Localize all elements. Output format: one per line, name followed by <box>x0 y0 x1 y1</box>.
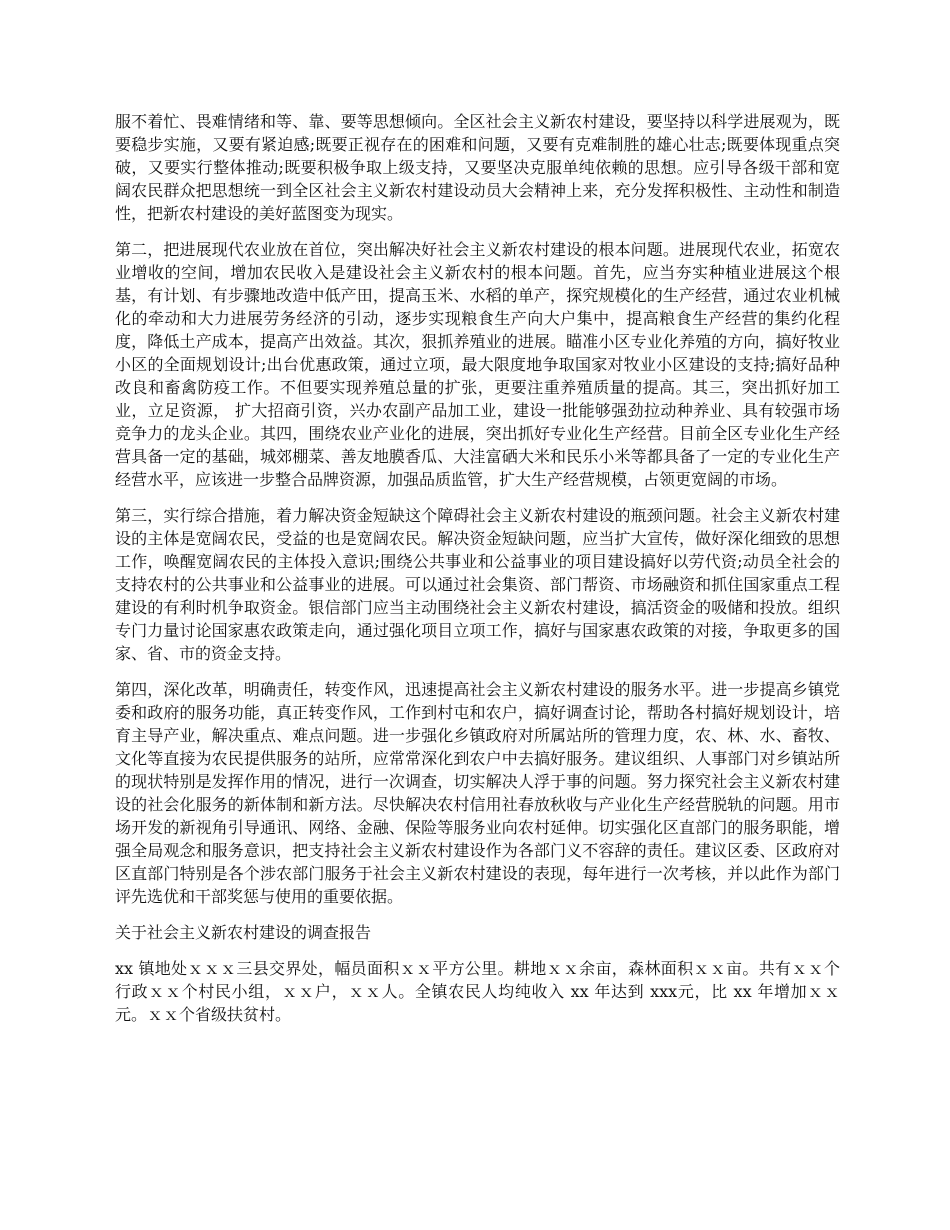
paragraph-2: 第二，把进展现代农业放在首位，突出解决好社会主义新农村建设的根本问题。进展现代农业，拓宽农业增收的空间，增加农民收入是建设社会主义新农村的根本问题。首先，应当夯实种植业进展这个根基，有计划、有步骤地改造中低产田，提高玉米、水稻的单产，探究规模化的生产经营，通过农业机械化的牵动和大力进展劳务经济的引动，逐步实现粮食生产向大户集中，提高粮食生产经营的集约化程度，降低土产成本，提高产出效益。其次，狠抓养殖业的进展。瞄准小区专业化养殖的方向，搞好牧业小区的全面规划设计;出台优惠政策，通过立项，最大限度地争取国家对牧业小区建设的支持;搞好品种改良和畜禽防疫工作。不但要实现养殖总量的扩张，更要注重养殖质量的提高。其三，突出抓好加工业，立足资源， 扩大招商引资，兴办农副产品加工业，建设一批能够强劲拉动种养业、具有较强市场竞争力的龙头企业。其四，围绕农业产业化的进展，突出抓好专业化生产经营。目前全区专业化生产经营具备一定的基础，城郊棚菜、善友地膜香瓜、大洼富硒大米和民乐小米等都具备了一定的专业化生产经营水平，应该进一步整合品牌资源，加强品质监管，扩大生产经营规模，占领更宽阔的市场。 <box>115 240 840 489</box>
paragraph-3: 第三，实行综合措施，着力解决资金短缺这个障碍社会主义新农村建设的瓶颈问题。社会主义新农村建设的主体是宽阔农民，受益的也是宽阔农民。解决资金短缺问题，应当扩大宣传，做好深化细致的思想工作，唤醒宽阔农民的主体投入意识;围绕公共事业和公益事业的项目建设搞好以劳代资;动员全社会的支持农村的公共事业和公益事业的进展。可以通过社会集资、部门帮资、市场融资和抓住国家重点工程建设的有利时机争取资金。银信部门应当主动围绕社会主义新农村建设，搞活资金的吸储和投放。组织专门力量讨论国家惠农政策走向，通过强化项目立项工作，搞好与国家惠农政策的对接，争取更多的国家、省、市的资金支持。 <box>115 506 840 663</box>
paragraph-1: 服不着忙、畏难情绪和等、靠、要等思想倾向。全区社会主义新农村建设，要坚持以科学进展观为，既要稳步实施，又要有紧迫感;既要正视存在的困难和问题，又要有克难制胜的雄心壮志;既要体现重点突破，又要实行整体推动;既要积极争取上级支持，又要坚决克服单纯依赖的思想。应引导各级干部和宽阔农民群众把思想统一到全区社会主义新农村建设动员大会精神上来，充分发挥积极性、主动性和制造性，把新农村建设的美好蓝图变为现实。 <box>115 112 840 223</box>
paragraph-5: xx 镇地处ｘｘｘ三县交界处，幅员面积ｘｘ平方公里。耕地ｘｘ余亩，森林面积ｘｘ亩。共有ｘｘ个行政ｘｘ个村民小组，ｘｘ户，ｘｘ人。全镇农民人均纯收入 xx 年达到 xxx元，比 xx 年增加ｘｘ元。ｘｘ个省级扶贫村。 <box>115 959 840 1024</box>
paragraph-4: 第四，深化改革，明确责任，转变作风，迅速提高社会主义新农村建设的服务水平。进一步提高乡镇党委和政府的服务功能，真正转变作风，工作到村屯和农户，搞好调查讨论，帮助各村搞好规划设计，培育主导产业，解决重点、难点问题。进一步强化乡镇政府对所属站所的管理力度，农、林、水、畜牧、文化等直接为农民提供服务的站所，应常常深化到农户中去搞好服务。建议组织、人事部门对乡镇站所的现状特别是发挥作用的情况，进行一次调查，切实解决人浮于事的问题。努力探究社会主义新农村建设的社会化服务的新体制和新方法。尽快解决农村信用社春放秋收与产业化生产经营脱轨的问题。用市场开发的新视角引导通讯、网络、金融、保险等服务业向农村延伸。切实强化区直部门的服务职能，增强全局观念和服务意识，把支持社会主义新农村建设作为各部门义不容辞的责任。建议区委、区政府对区直部门特别是各个涉农部门服务于社会主义新农村建设的表现，每年进行一次考核，并以此作为部门评先选优和干部奖惩与使用的重要依据。 <box>115 680 840 906</box>
document-page <box>115 110 840 1039</box>
report-title: 关于社会主义新农村建设的调查报告 <box>115 923 372 942</box>
